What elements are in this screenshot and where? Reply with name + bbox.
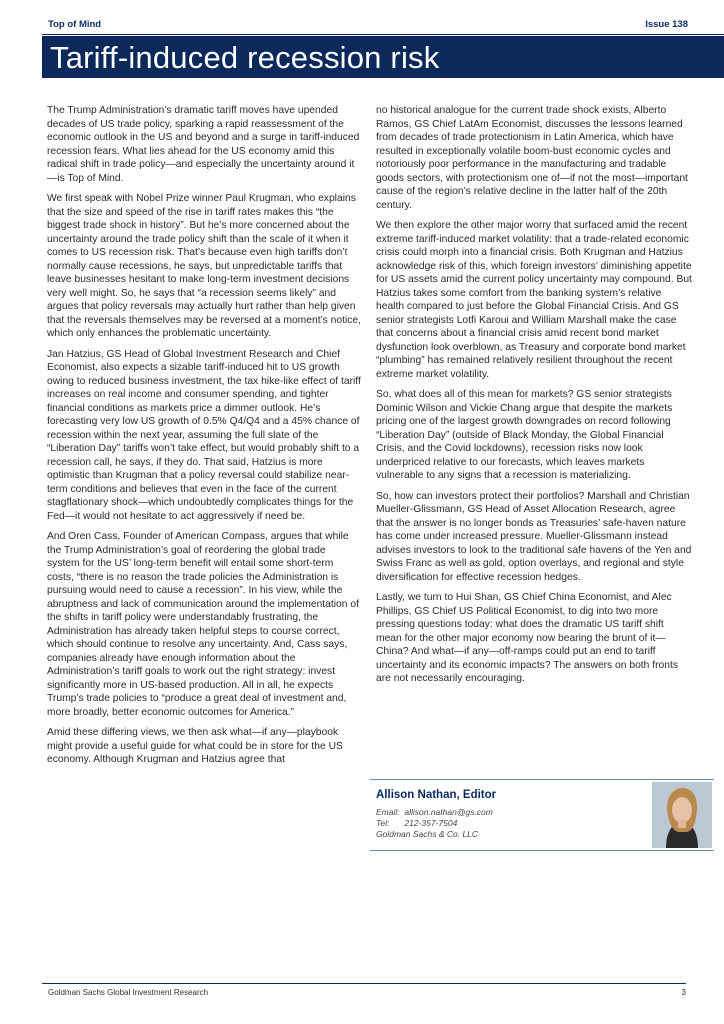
paragraph: no historical analogue for the current trade shock exists, Alberto Ramos, GS Chief LatAm Economist, discusses the lessons learned from decades of trade protectionism in Latin America, which have resulted in exceptionally volatile boom-bust economic cycles and notoriously poor performance in the manufacturing and tradable goods sectors, with protectionism one of—if not the most—important cause of the region’s relative decline in the latter half of the 20th century.: [376, 105, 688, 211]
editor-email[interactable]: allison.nathan@gs.com: [404, 807, 493, 817]
paragraph: And Oren Cass, Founder of American Compass, argues that while the Trump Administration’s goal of reordering the global trade system for the US’ long-term benefit will entail some short-term costs, “there is no reason the trade policies the Administration is pursuing would need to cause a recession”. In his view, while the abruptness and lack of communication around the implementation of the shifts in tariff policy were understandably frustrating, the Administration has already taken helpful steps to course correct, which should continue to resolve any uncertainty. And, Cass says, companies already have enough information about the Administration’s tariff goals to work out the right strategy: invest significantly more in US-based production. All in all, he expects Trump’s trade policies to “produce a great deal of investment and, more broadly, better economic outcomes for America.”: [47, 531, 359, 718]
paragraph: The Trump Administration’s dramatic tariff moves have upended decades of US trade policy, sparking a rapid reassessment of the economic outlook in the US and beyond and a surge in tariff-induced recession fears. What lies ahead for the US economy amid this radical shift in trade policy—and especially the uncertainty around it—is Top of Mind.: [47, 105, 360, 184]
email-label: Email:: [376, 807, 400, 817]
title-banner: [42, 36, 724, 78]
editor-photo: [652, 782, 712, 848]
header-rule: [42, 34, 724, 35]
paragraph: So, what does all of this mean for markets? GS senior strategists Dominic Wilson and Vickie Chang argue that despite the markets pricing one of the largest growth downgrades on record following “Liberation Day” (outside of Black Monday, the Global Financial Crisis, and the Covid lockdowns), recession risks now look underpriced relative to our forecasts, which leaves markets vulnerable to any signs that a recession is materializing.: [376, 389, 673, 481]
editor-company: Goldman Sachs & Co. LLC: [376, 829, 479, 839]
editor-email-line: [376, 807, 493, 817]
paragraph: Lastly, we turn to Hui Shan, GS Chief China Economist, and Alec Phillips, GS Chief US Political Economist, to dig into two more pressing questions today: what does the dramatic US tariff shift mean for the other major economy now bearing the brunt of it—China? And what—if any—off-ramps could put an end to tariff uncertainty and its economic impacts? The answers on both fronts are not necessarily encouraging.: [376, 592, 679, 684]
paragraph: Jan Hatzius, GS Head of Global Investment Research and Chief Economist, also expects a sizable tariff-induced hit to US growth owing to reduced business investment, the tax hike-like effect of tariff increases on real income and consumer spending, and tighter financial conditions as markets price a dimmer outlook. He’s forecasting very low US growth of 0.5% Q4/Q4 and a 45% chance of recession within the next year, assuming the full slate of the “Liberation Day” tariffs won’t take effect, but would probably shift to a recession call, he says, if they do. That said, Hatzius is more optimistic than Krugman that a policy reversal could stabilize near-term conditions and believes that even in the face of the current stagflationary shock—which undoubtedly complicates things for the Fed—it would not hesitate to act aggressively if need be.: [47, 348, 361, 522]
section-label: Top of Mind: [48, 19, 102, 30]
paragraph: We then explore the other major worry that surfaced amid the recent extreme tariff-induced market volatility: that a trade-related economic crisis could morph into a financial crisis. Both Krugman and Hatzius acknowledge risk of this, which foreign investors’ diminishing appetite for US assets amid the current policy uncertainty may compound. But Hatzius takes some comfort from the banking system’s relative health compared to just before the Global Financial Crisis. And GS senior strategists Lotfi Karoui and William Marshall make the case that concerns about a financial crisis amid recent bond market dysfunction look overblown, as Treasury and corporate bond market “plumbing” has remained relatively resilient throughout the recent extreme market volatility.: [376, 220, 692, 380]
issue-label: Issue 138: [645, 19, 688, 30]
right-column: [376, 104, 692, 693]
portrait-icon: [652, 782, 712, 848]
footer-source: Goldman Sachs Global Investment Research: [48, 988, 209, 997]
paragraph: Amid these differing views, we then ask what—if any—playbook might provide a useful guide for what could be in store for the US economy. Although Krugman and Hatzius agree that: [47, 727, 343, 765]
top-bar: [42, 19, 688, 33]
footer-rule: [42, 983, 686, 984]
page-number: 3: [681, 988, 686, 997]
footer: [48, 988, 686, 1000]
editor-name: Allison Nathan, Editor: [376, 789, 497, 801]
editor-tel-line: [376, 818, 457, 828]
tel-label: Tel:: [376, 818, 390, 828]
editor-box: [370, 779, 714, 851]
editor-tel: 212-357-7504: [404, 818, 458, 828]
paragraph: We first speak with Nobel Prize winner Paul Krugman, who explains that the size and speed of the rise in tariff rates makes this “the biggest trade shock in history”. But he’s more concerned about the uncertainty around the trade policy shift than the scale of it when it comes to US recession risk. That’s because even high tariffs don’t normally cause recessions, he says, but unpredictable tariffs that leave businesses hesitant to make long-term investment decisions very well might. So, he says that “a recession seems likely” and argues that policy reversals may actually hurt rather than help given that the reversals themselves may be reversed at a moment’s notice, which only enhances the problematic uncertainty.: [47, 193, 362, 339]
left-column: [47, 104, 361, 774]
page-title: Tariff-induced recession risk: [50, 40, 440, 75]
paragraph: So, how can investors protect their portfolios? Marshall and Christian Mueller-Glissmann, GS Head of Asset Allocation Research, agree that the answer is no longer bonds as Treasuries’ safe-haven nature has come under increased pressure. Mueller-Glissmann instead advises investors to look to the traditional safe havens of the Yen and Swiss Franc as well as gold, option overlays, and regional and style diversification for effective recession hedges.: [376, 490, 692, 583]
